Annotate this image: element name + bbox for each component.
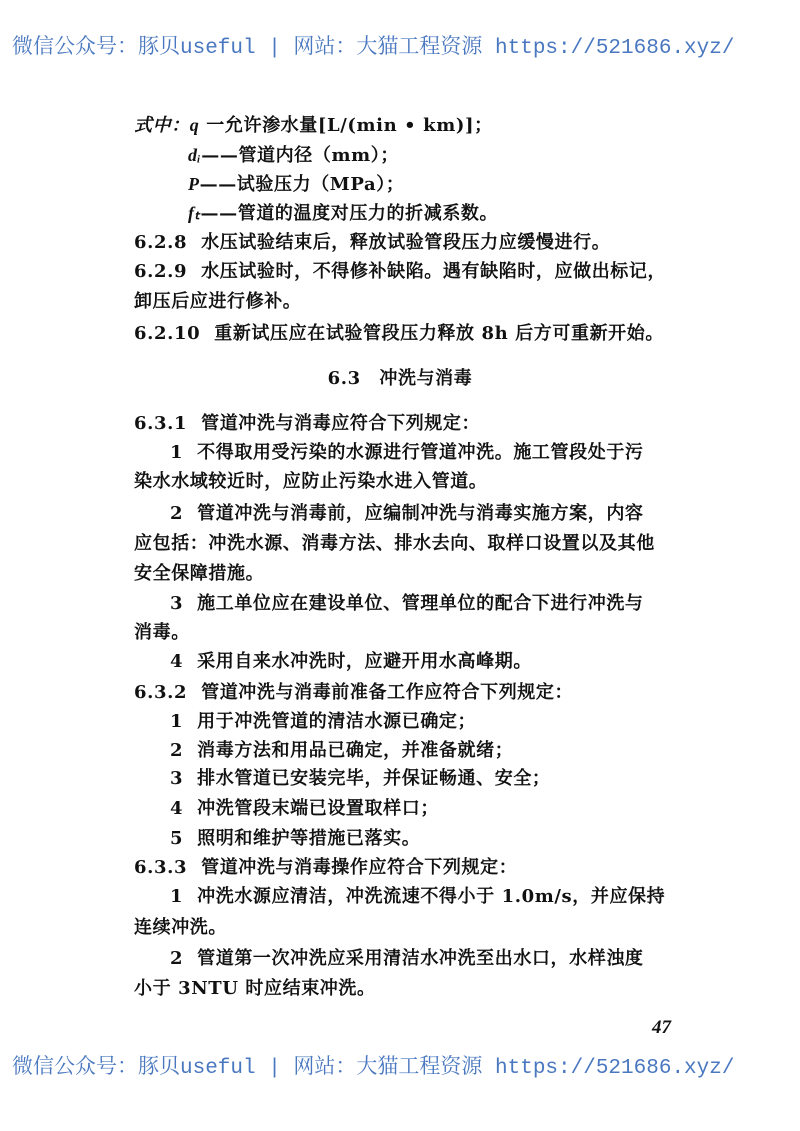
line-text: 管道冲洗与消毒应符合下列规定：: [201, 413, 481, 434]
item-number: 3: [170, 593, 184, 614]
symbol: dᵢ: [188, 145, 202, 165]
clause: [134, 857, 517, 879]
line-text: 管道冲洗与消毒前准备工作应符合下列规定：: [201, 682, 574, 703]
continuation-line: [134, 917, 227, 939]
list-item: [170, 886, 665, 908]
line-text: 连续冲洗。: [134, 917, 227, 938]
list-item: [170, 651, 532, 673]
item-number: 2: [170, 740, 184, 761]
item-number: 5: [170, 828, 184, 849]
section-heading: 6.3 冲洗与消毒: [327, 368, 473, 389]
item-number: 6.3.1: [134, 413, 188, 434]
clause-text: 卸压后应进行修补。: [134, 291, 302, 312]
list-item: [170, 948, 644, 970]
item-number: 6.3.3: [134, 857, 188, 878]
clause-number: 6.2.9: [134, 261, 188, 282]
line-text: 冲洗水源应清洁，冲洗流速不得小于 1.0m/s，并应保持: [197, 886, 666, 907]
clause: [134, 682, 573, 704]
line-text: 管道第一次冲洗应采用清洁水冲洗至出水口，水样浊度: [197, 948, 644, 969]
list-item: [170, 593, 644, 615]
clause-6-2-10: [134, 323, 664, 345]
formula-legend-q: [134, 114, 493, 137]
clause-number: 6.2.8: [134, 232, 188, 253]
continuation-line: [134, 563, 264, 585]
clause-6-2-9: [134, 261, 666, 283]
item-number: 2: [170, 948, 184, 969]
legend-text: ——管道的温度对压力的折减系数。: [200, 203, 499, 224]
formula-legend-f: [188, 202, 498, 225]
item-number: 6.3.2: [134, 682, 188, 703]
item-number: 1: [170, 711, 184, 732]
list-item: [170, 503, 644, 525]
legend-text: 一允许渗水量[L/(min • km)]；: [199, 115, 493, 136]
clause-6-2-8: [134, 232, 610, 254]
list-item: [170, 828, 420, 850]
item-number: 4: [170, 798, 184, 819]
line-text: 管道冲洗与消毒操作应符合下列规定：: [201, 857, 518, 878]
formula-legend-d: [188, 144, 399, 167]
clause-6-2-9-cont: [134, 291, 301, 313]
symbol: 式中：q: [134, 115, 200, 135]
continuation-line: [134, 622, 190, 644]
legend-text: ——管道内径（mm）；: [201, 145, 399, 166]
watermark-top: 微信公众号：豚贝useful | 网站：大猫工程资源 https://521686.xyz/: [12, 37, 735, 60]
line-text: 染水水域较近时，应防止污染水进入管道。: [134, 471, 488, 492]
clause-text: 水压试验结束后，释放试验管段压力应缓慢进行。: [201, 232, 611, 253]
clause: [134, 413, 480, 435]
formula-legend-p: [188, 173, 404, 196]
watermark-bottom: 微信公众号：豚贝useful | 网站：大猫工程资源 https://521686.xyz/: [12, 1057, 735, 1080]
continuation-line: [134, 978, 376, 1000]
item-number: 1: [170, 442, 184, 463]
clause-number: 6.2.10: [134, 323, 201, 344]
line-text: 用于冲洗管道的清洁水源已确定；: [197, 711, 477, 732]
legend-text: ——试验压力（MPa）；: [199, 174, 405, 195]
item-number: 4: [170, 651, 184, 672]
list-item: [170, 740, 513, 762]
line-text: 应包括：冲洗水源、消毒方法、排水去向、取样口设置以及其他: [134, 533, 655, 554]
list-item: [170, 768, 551, 790]
item-number: 3: [170, 768, 184, 789]
line-text: 施工单位应在建设单位、管理单位的配合下进行冲洗与: [197, 593, 644, 614]
line-text: 排水管道已安装完毕，并保证畅通、安全；: [197, 768, 551, 789]
line-text: 管道冲洗与消毒前，应编制冲洗与消毒实施方案，内容: [197, 503, 644, 524]
list-item: [170, 798, 439, 820]
list-item: [170, 442, 644, 464]
continuation-line: [134, 533, 655, 555]
continuation-line: [134, 471, 487, 493]
line-text: 消毒方法和用品已确定，并准备就绪；: [197, 740, 514, 761]
line-text: 冲洗管段末端已设置取样口；: [197, 798, 439, 819]
line-text: 不得取用受污染的水源进行管道冲洗。施工管段处于污: [197, 442, 644, 463]
clause-text: 水压试验时，不得修补缺陷。遇有缺陷时，应做出标记，: [201, 261, 667, 282]
symbol: fₜ: [188, 203, 201, 223]
item-number: 2: [170, 503, 184, 524]
line-text: 采用自来水冲洗时，应避开用水高峰期。: [197, 651, 532, 672]
clause-text: 重新试压应在试验管段压力释放 8h 后方可重新开始。: [214, 323, 664, 344]
line-text: 消毒。: [134, 622, 190, 643]
line-text: 安全保障措施。: [134, 563, 265, 584]
page-number: 47: [652, 1017, 671, 1038]
symbol: P: [188, 174, 200, 194]
list-item: [170, 711, 476, 733]
line-text: 小于 3NTU 时应结束冲洗。: [134, 978, 376, 999]
line-text: 照明和维护等措施已落实。: [197, 828, 421, 849]
item-number: 1: [170, 886, 184, 907]
